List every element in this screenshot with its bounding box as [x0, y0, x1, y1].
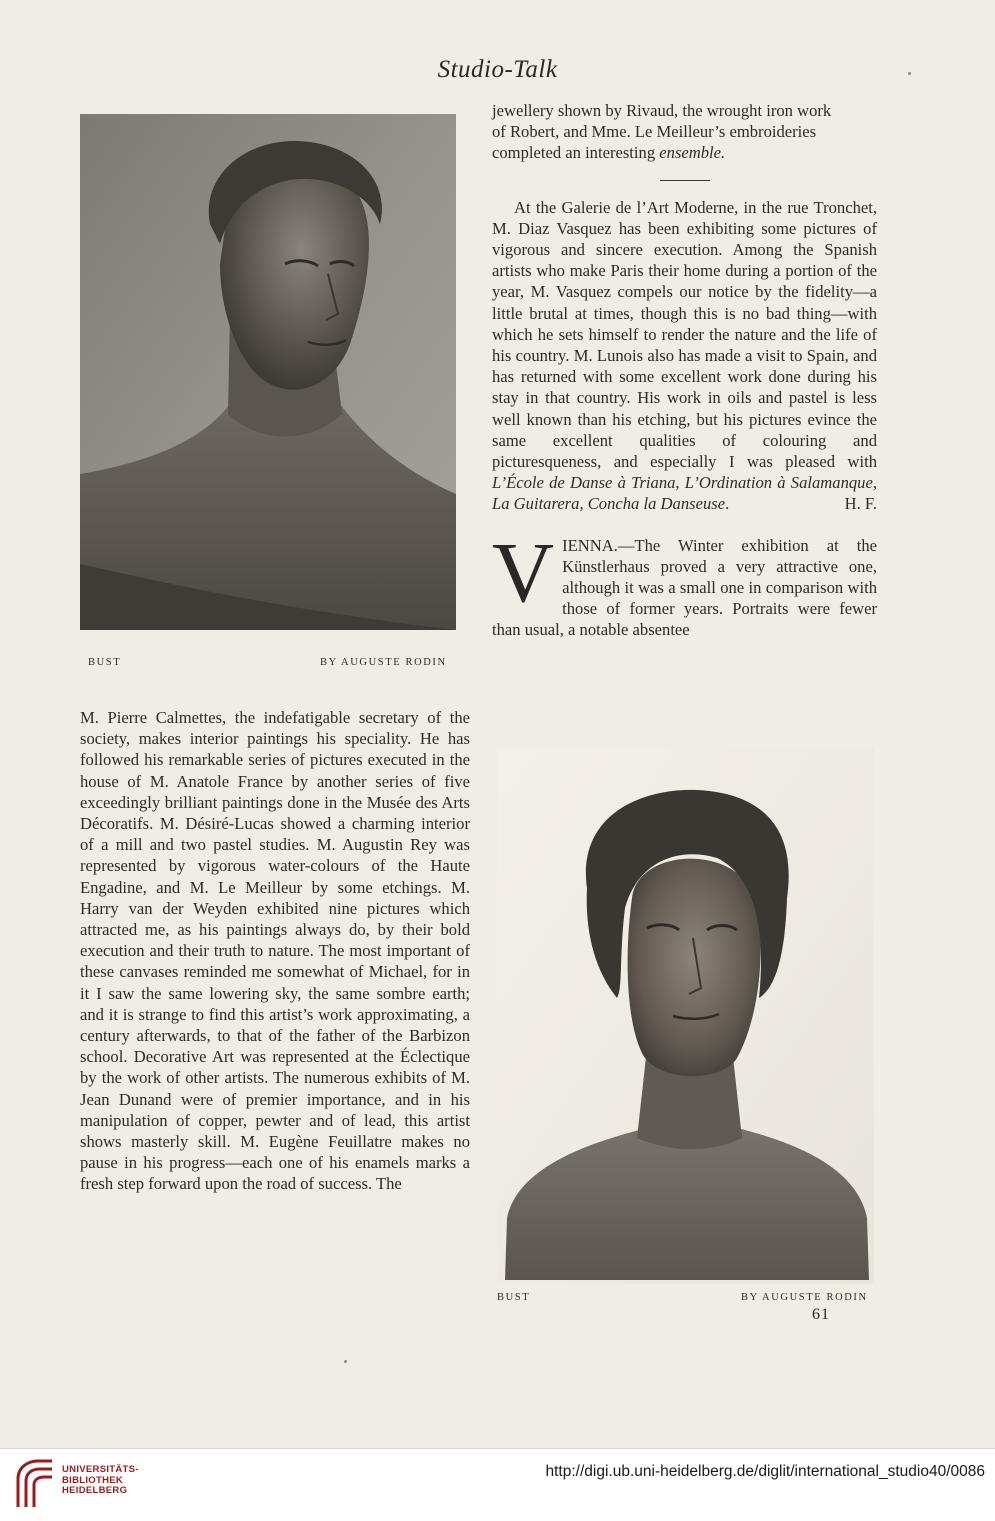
- speck-mark: [344, 1360, 347, 1363]
- vienna-paragraph: [492, 523, 877, 641]
- page-number: 61: [812, 1306, 830, 1323]
- vienna-text: IENNA.—The Winter exhibition at the Künstlerhaus proved a very attractive one, although it was a small one in comparison with those of former years. Portraits were fewer than usual, a notable absentee: [492, 535, 877, 640]
- library-name-line-1: UNIVERSITÄTS-: [62, 1464, 139, 1475]
- right-column: [492, 100, 877, 641]
- figure-1-caption-right: BY AUGUSTE RODIN: [320, 657, 447, 668]
- continued-line-3: completed an interesting: [492, 143, 660, 163]
- running-head: Studio-Talk: [437, 56, 558, 83]
- figure-2-caption-left: BUST: [497, 1292, 531, 1303]
- bust-photo-1: [80, 114, 456, 630]
- continued-line-1: jewellery shown by Rivaud, the wrought iron work: [492, 101, 832, 120]
- library-name-line-2: BIBLIOTHEK: [62, 1474, 124, 1486]
- calmettes-paragraph: M. Pierre Calmettes, the indefatigable secretary of the society, makes interior paintings his speciality. He has followed his remarkable series of pictures executed in the house of M. Anatole France by another series of five exceedingly brilliant paintings done in the Musée des Arts Décoratifs. M. Désiré-Lucas showed a charming interior of a mill and two pastel studies. M. Augustin Rey was represented by vigorous water-colours of the Haute Engadine, and M. Le Meilleur by some etchings. M. Harry van der Weyden exhibited nine pictures which attracted me, as his paintings always do, by their bold execution and their truth to nature. The most important of these canvases reminded me somewhat of Michael, for in it I saw the same lowering sky, the same sombre earth; and it is strange to find this artist’s work approximating, a century afterwards, to that of the father of the Barbizon school. Decorative Art was represented at the Éclectique by the work of other artists. The numerous exhibits of M. Jean Dunand were of premier importance, and in his manipulation of copper, pewter and of lead, this artist shows masterly skill. M. Eugène Feuillatre makes no pause in his progress—each one of his enamels marks a fresh step forward upon the road of success. The: [80, 708, 470, 1194]
- bust-photo-2: [497, 748, 874, 1284]
- source-url[interactable]: http://digi.ub.uni-heidelberg.de/diglit/international_studio40/0086: [545, 1463, 985, 1480]
- continued-paragraph: [492, 100, 877, 164]
- footer-bar: [0, 1448, 995, 1521]
- speck-mark: [908, 72, 911, 75]
- work-title-1: L’École de Danse à Triana: [492, 473, 676, 493]
- library-name: [62, 1465, 139, 1497]
- drop-cap: V: [492, 523, 555, 620]
- author-initials: H. F.: [844, 494, 877, 514]
- work-title-4: Concha la Danseuse: [587, 494, 726, 514]
- section-divider: [660, 180, 710, 181]
- ensemble-word: ensemble.: [659, 143, 726, 163]
- library-logo-icon: [14, 1457, 56, 1513]
- galerie-text: At the Galerie de l’Art Moderne, in the rue Tronchet, M. Diaz Vasquez has been exhibiting some pictures of vigorous and sincere execution. Among the Spanish artists who make Paris their home during a portion of the year, M. Vasquez compels our notice by the fidelity—a little brutal at times, though this is no bad thing—with which he sets himself to render the nature and the life of his country. M. Lunois also has made a visit to Spain, and has returned with some excellent work done during his stay in that country. His work in oils and pastel is less well known than his etching, but his pictures evince the same excellent qualities of colouring and picturesqueness, and especially I was pleased with: [492, 197, 877, 472]
- galerie-paragraph: At the Galerie de l’Art Moderne, in the rue Tronchet, M. Diaz Vasquez has been exhibiting some pictures of vigorous and sincere execution. Among the Spanish artists who make Paris their home during a portion of the year, M. Vasquez compels our notice by the fidelity—a little brutal at times, though this is no bad thing—with which he sets himself to render the nature and the life of his country. M. Lunois also has made a visit to Spain, and has returned with some excellent work done during his stay in that country. His work in oils and pastel is less well known than his etching, but his pictures evince the same excellent qualities of colouring and picturesqueness, and especially I was pleased with L’École de Danse à Triana, L’Ordination à Salamanque, La Guitarera, Concha la Danseuse. H. F.: [492, 197, 878, 514]
- work-title-2: L’Ordination à Salamanque: [684, 473, 873, 493]
- continued-line-2: of Robert, and Mme. Le Meilleur’s embroideries: [492, 122, 817, 142]
- work-title-3: La Guitarera: [492, 494, 580, 514]
- figure-1-caption-left: BUST: [88, 657, 122, 668]
- figure-2-caption-right: BY AUGUSTE RODIN: [741, 1292, 868, 1303]
- left-column: [80, 707, 470, 1195]
- library-name-line-3: HEIDELBERG: [62, 1485, 128, 1496]
- bust-2-image: [497, 748, 874, 1284]
- bust-1-image: [80, 114, 456, 630]
